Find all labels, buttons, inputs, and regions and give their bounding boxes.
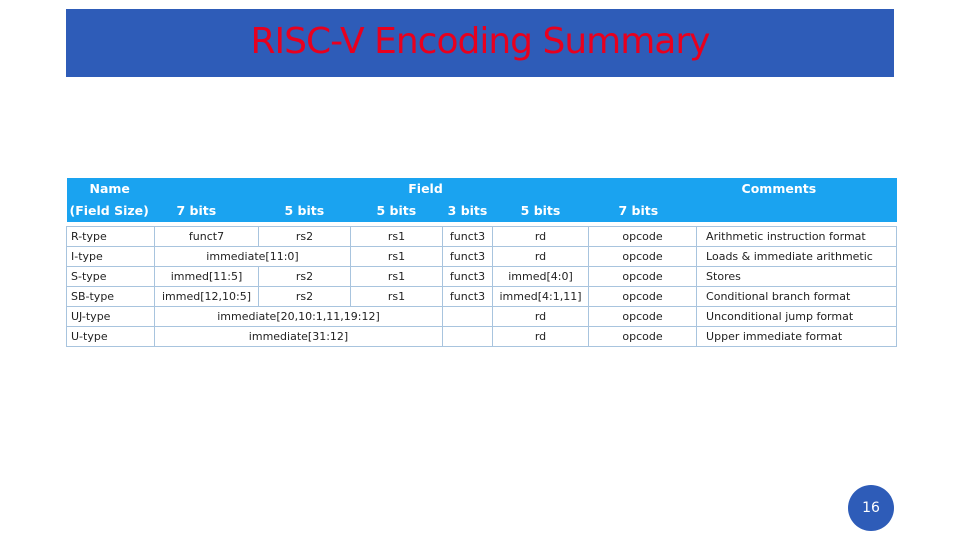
row-type-name: UJ-type [67, 307, 155, 327]
header-field: Field [155, 178, 697, 200]
header-field-size: (Field Size) [67, 200, 155, 222]
row-field-1-2: immediate[11:0] [155, 247, 351, 267]
table-row [67, 227, 897, 247]
row-field-1-3: immediate[31:12] [155, 327, 443, 347]
header-row-2 [67, 200, 897, 222]
row-comment: Conditional branch format [697, 287, 897, 307]
header-blank [697, 200, 897, 222]
header-size-1: 7 bits [155, 200, 259, 222]
row-field-5: rd [493, 227, 589, 247]
row-field-1: immed[12,10:5] [155, 287, 259, 307]
encoding-table [66, 178, 897, 347]
header-row-1 [67, 178, 897, 200]
row-type-name: U-type [67, 327, 155, 347]
header-size-3: 5 bits [351, 200, 443, 222]
slide-title: RISC-V Encoding Summary [250, 20, 710, 62]
row-comment: Loads & immediate arithmetic [697, 247, 897, 267]
header-size-2: 5 bits [259, 200, 351, 222]
row-field-4: funct3 [443, 267, 493, 287]
row-type-name: SB-type [67, 287, 155, 307]
header-size-6: 7 bits [589, 200, 697, 222]
row-field-2: rs2 [259, 287, 351, 307]
page-number: 16 [862, 500, 880, 516]
table-row [67, 327, 897, 347]
row-type-name: I-type [67, 247, 155, 267]
row-field-6: opcode [589, 267, 697, 287]
header-size-4: 3 bits [443, 200, 493, 222]
table-row [67, 247, 897, 267]
title-bar [66, 9, 894, 77]
page-number-badge [848, 485, 894, 531]
row-field-5: immed[4:0] [493, 267, 589, 287]
row-field-5: rd [493, 247, 589, 267]
row-field-6: opcode [589, 227, 697, 247]
row-type-name: S-type [67, 267, 155, 287]
row-field-4: funct3 [443, 287, 493, 307]
row-field-1: funct7 [155, 227, 259, 247]
row-field-5: immed[4:1,11] [493, 287, 589, 307]
row-field-4 [443, 307, 493, 327]
table-row [67, 287, 897, 307]
row-field-1-3: immediate[20,10:1,11,19:12] [155, 307, 443, 327]
row-field-5: rd [493, 327, 589, 347]
row-field-2: rs2 [259, 267, 351, 287]
row-field-3: rs1 [351, 267, 443, 287]
row-field-2: rs2 [259, 227, 351, 247]
header-comments: Comments [697, 178, 897, 200]
row-field-6: opcode [589, 287, 697, 307]
row-field-3: rs1 [351, 247, 443, 267]
row-field-6: opcode [589, 307, 697, 327]
table-row [67, 307, 897, 327]
row-field-4: funct3 [443, 247, 493, 267]
row-comment: Unconditional jump format [697, 307, 897, 327]
table-row [67, 267, 897, 287]
row-type-name: R-type [67, 227, 155, 247]
row-comment: Arithmetic instruction format [697, 227, 897, 247]
row-field-6: opcode [589, 327, 697, 347]
row-field-4 [443, 327, 493, 347]
row-comment: Stores [697, 267, 897, 287]
header-size-5: 5 bits [493, 200, 589, 222]
header-name: Name [67, 178, 155, 200]
row-field-1: immed[11:5] [155, 267, 259, 287]
row-field-3: rs1 [351, 287, 443, 307]
row-field-6: opcode [589, 247, 697, 267]
row-field-5: rd [493, 307, 589, 327]
row-field-4: funct3 [443, 227, 493, 247]
row-comment: Upper immediate format [697, 327, 897, 347]
row-field-3: rs1 [351, 227, 443, 247]
